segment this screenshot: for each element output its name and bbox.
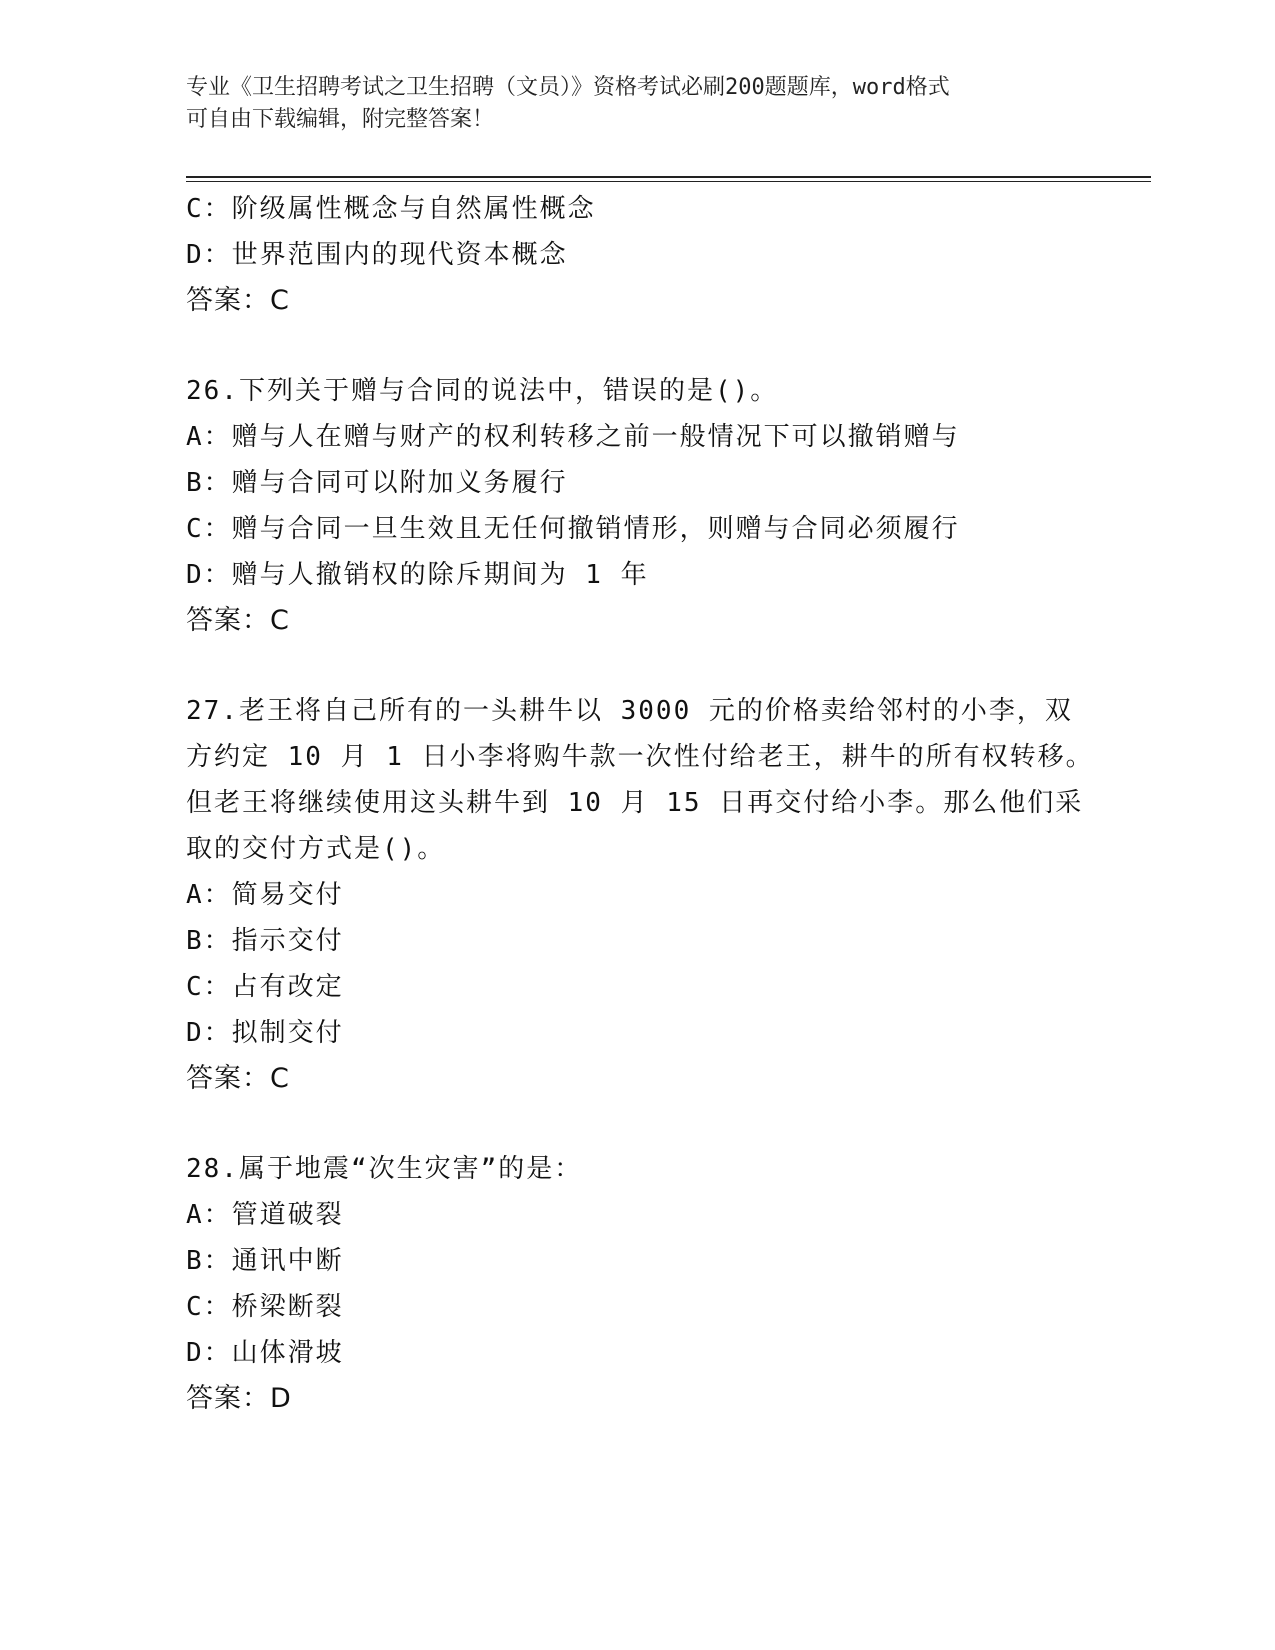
answer-line: 答案：C bbox=[186, 285, 290, 316]
question-stem: 方约定 10 月 1 日小李将购牛款一次性付给老王，耕牛的所有权转移。 bbox=[186, 742, 1094, 772]
question-25-tail bbox=[186, 186, 1066, 324]
answer-line: 答案：C bbox=[186, 605, 290, 636]
question-stem: 28.属于地震“次生灾害”的是： bbox=[186, 1154, 583, 1184]
question-stem: 26.下列关于赠与合同的说法中，错误的是()。 bbox=[186, 376, 779, 406]
question-stem: 但老王将继续使用这头耕牛到 10 月 15 日再交付给小李。那么他们采 bbox=[186, 788, 1084, 818]
option-a: A：赠与人在赠与财产的权利转移之前一般情况下可以撤销赠与 bbox=[186, 422, 960, 452]
option-c: C：阶级属性概念与自然属性概念 bbox=[186, 194, 596, 224]
option-c: C：占有改定 bbox=[186, 972, 344, 1002]
header-rule-thick bbox=[186, 176, 1151, 178]
answer-line: 答案：C bbox=[186, 1063, 290, 1094]
option-b: B：指示交付 bbox=[186, 926, 344, 956]
option-b: B：赠与合同可以附加义务履行 bbox=[186, 468, 568, 498]
document-header bbox=[186, 72, 1086, 136]
question-27 bbox=[186, 688, 1094, 1102]
question-content bbox=[186, 186, 1094, 1422]
answer-line: 答案：D bbox=[186, 1383, 292, 1414]
option-a: A：简易交付 bbox=[186, 880, 344, 910]
question-stem: 27.老王将自己所有的一头耕牛以 3000 元的价格卖给邻村的小李，双 bbox=[186, 696, 1073, 726]
header-rule-thin bbox=[186, 181, 1151, 182]
question-26 bbox=[186, 368, 1066, 644]
question-28 bbox=[186, 1146, 1066, 1422]
option-d: D：世界范围内的现代资本概念 bbox=[186, 240, 568, 270]
question-stem: 取的交付方式是()。 bbox=[186, 834, 446, 864]
header-line-1: 专业《卫生招聘考试之卫生招聘（文员）》资格考试必刷200题题库，word格式 bbox=[186, 75, 950, 100]
option-c: C：桥梁断裂 bbox=[186, 1292, 344, 1322]
option-d: D：拟制交付 bbox=[186, 1018, 344, 1048]
spacer bbox=[186, 1102, 1066, 1146]
header-line-2: 可自由下载编辑，附完整答案！ bbox=[186, 107, 495, 132]
spacer bbox=[186, 644, 1066, 688]
option-d: D：山体滑坡 bbox=[186, 1338, 344, 1368]
option-a: A：管道破裂 bbox=[186, 1200, 344, 1230]
spacer bbox=[186, 324, 1066, 368]
option-c: C：赠与合同一旦生效且无任何撤销情形，则赠与合同必须履行 bbox=[186, 514, 960, 544]
option-b: B：通讯中断 bbox=[186, 1246, 344, 1276]
option-d: D：赠与人撤销权的除斥期间为 1 年 bbox=[186, 560, 649, 590]
